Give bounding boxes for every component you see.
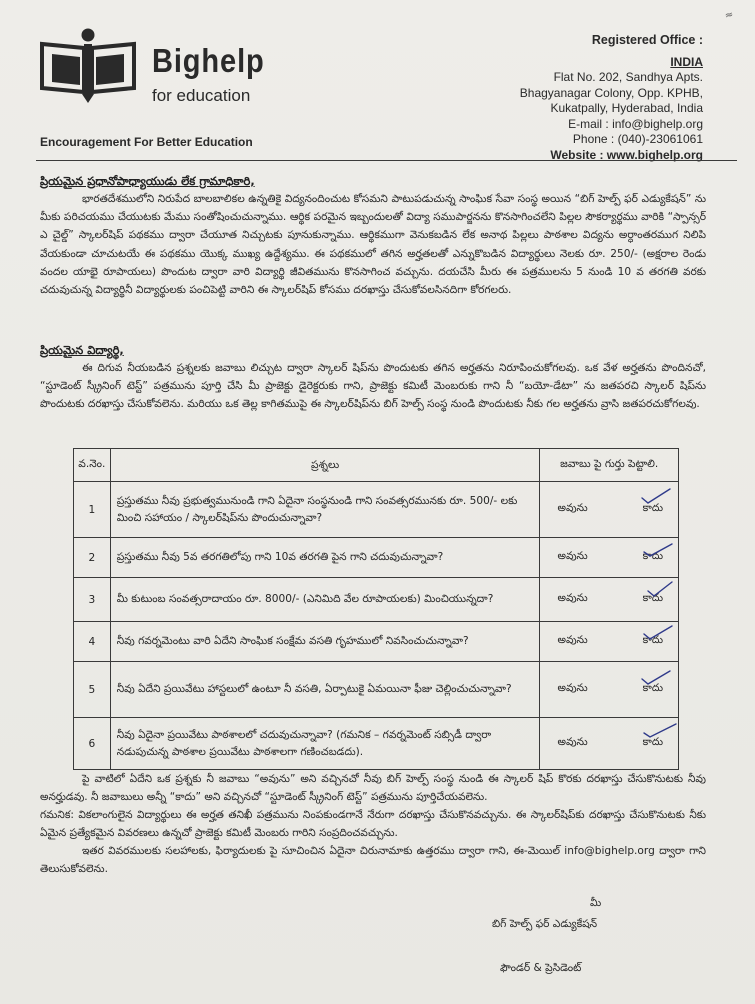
corner-mark: ≈ <box>723 9 735 22</box>
paragraph-eligibility-result <box>40 770 706 806</box>
row-number: 6 <box>74 718 111 770</box>
website-line: Website : www.bighelp.org <box>550 147 703 162</box>
table-row <box>74 622 679 662</box>
answer-yes-option[interactable]: అవును <box>557 502 588 514</box>
answer-yes-option[interactable]: అవును <box>557 682 588 694</box>
address-line-1: Flat No. 202, Sandhya Apts. <box>553 70 703 84</box>
row-number: 4 <box>74 622 111 662</box>
answer-yes-option[interactable]: అవును <box>557 634 588 646</box>
table-row <box>74 578 679 622</box>
answer-no-option[interactable]: కాదు <box>642 736 663 748</box>
row-number: 2 <box>74 538 111 578</box>
brand-name: Bighelp <box>152 42 265 79</box>
checkmark-icon <box>640 540 676 560</box>
answer-yes-option[interactable]: అవును <box>557 550 588 562</box>
row-answer-cell <box>540 662 679 718</box>
row-question: మీ కుటుంబ సంవత్సరాదాయం రూ. 8000/- (ఎనిమిది వేల రూపాయలకు) మించియున్నదా? <box>110 578 540 622</box>
row-question: నీవు ఏదేని ప్రయివేటు హాస్టలులో ఉంటూ నీ వసతి, ఏర్పాటుకై ఏమయినా ఫీజు చెల్లించుచున్నావా? <box>110 662 540 718</box>
table-header-row <box>74 449 679 482</box>
eligibility-questions-table <box>73 448 679 770</box>
paragraph-introduction <box>40 190 706 299</box>
phone-line: Phone : (040)-23061061 <box>572 132 703 146</box>
row-question: ప్రస్తుతము నీవు ప్రభుత్వమునుండి గాని ఏదైనా సంస్థనుండి గాని సంవత్సరమునకు రూ. 500/- లకు మించి సహాయం / స్కాలర్‌షిప్‌ను పొందుచున్నావా? <box>110 482 540 538</box>
col-header-serial: వ.నెం. <box>74 449 111 482</box>
paragraph-student <box>40 359 706 414</box>
header-divider <box>36 160 737 161</box>
answer-no-option[interactable]: కాదు <box>642 592 663 604</box>
answer-no-option[interactable]: కాదు <box>642 682 663 694</box>
answer-no-option[interactable]: కాదు <box>642 634 663 646</box>
office-title: Registered Office : <box>591 33 703 47</box>
registered-office-block <box>520 33 703 163</box>
row-number: 5 <box>74 662 111 718</box>
answer-yes-option[interactable]: అవును <box>557 736 588 748</box>
table-row <box>74 482 679 538</box>
answer-yes-option[interactable]: అవును <box>557 592 588 604</box>
address-line-2: Bhagyanagar Colony, Opp. KPHB, <box>519 85 703 100</box>
signature-organization: బిగ్ హెల్ప్ ఫర్ ఎడ్యుకేషన్ <box>492 918 598 930</box>
table-row <box>74 538 679 578</box>
address-line-3: Kukatpally, Hyderabad, India <box>550 101 703 115</box>
paragraph-student-text: ఈ దిగువ నీయబడిన ప్రశ్నలకు జవాబు లిచ్చుట ద్వారా స్కాలర్ షిప్‌ను పొందుటకు తగిన అర్హతను నిరూపించుకోగలవు. ఒక వేళ అర్హతను పొందినచో, “స్టూడెంట్ స్క్రీనింగ్ టెస్ట్” పత్రమును పూర్తి చేసి మీ ప్రాజెక్టు డైరెక్టరుకు గాని, ప్రాజెక్టు కమిటీ మెంబరుకు గాని నీ “బయో-డేటా” ను జతపరచి స్కాలర్ షిప్‌ను పొందుటకు దరఖాస్తు చేసుకోవలెను. మరియు ఒక తెల్ల కాగితముపై ఈ స్కాలర్‌షిప్‌ను బిగ్ హెల్ప్ సంస్థ నుండి పొందుటకు నీకు గల అర్హతను వ్రాసి జతపరచుకోగలవు. <box>40 362 706 411</box>
checkmark-icon <box>638 486 674 506</box>
row-number: 3 <box>74 578 111 622</box>
signature-title: ఫౌండర్ & ప్రెసిడెంట్ <box>500 962 582 974</box>
checkmark-icon <box>640 721 680 741</box>
col-header-questions: ప్రశ్నలు <box>110 449 540 482</box>
row-answer-cell <box>540 538 679 578</box>
paragraph-note: గమనిక: వికలాంగులైన విద్యార్థులు ఈ అర్హత తనిఖీ పత్రమును నింపకుండగానే నేరుగా దరఖాస్తు చేసుకొనవచ్చును. ఈ స్కాలర్‌షిప్‌కు దరఖాస్తు చేసుకొనుటకు నీకు ఏమైన ప్రత్యేకమైన వివరణలు ఉన్నచో ప్రాజెక్టు కమిటీ మెంబరు గారిని సంప్రదించవచ్చును. <box>40 809 706 840</box>
row-answer-cell <box>540 622 679 662</box>
row-answer-cell <box>540 718 679 770</box>
email-line: E-mail : info@bighelp.org <box>568 116 703 131</box>
salutation-student: ప్రియమైన విద్యార్థి, <box>40 343 124 357</box>
row-number: 1 <box>74 482 111 538</box>
checkmark-icon <box>640 623 676 643</box>
col-header-answer: జవాబు పై గుర్తు పెట్టాలి. <box>540 449 679 482</box>
row-question: ప్రస్తుతము నీవు 5వ తరగతిలోపు గాని 10వ తరగతి పైన గాని చదువుచున్నావా? <box>110 538 540 578</box>
salutation-headmaster: ప్రియమైన ప్రధానోపాధ్యాయుడు లేక గ్రామాధికారి, <box>40 174 255 188</box>
signature-closing: మీ <box>590 897 602 909</box>
table-row <box>74 662 679 718</box>
row-question: నీవు గవర్నమెంటు వారి ఏదేని సాంఘిక సంక్షేమ వసతి గృహములో నివసించుచున్నావా? <box>110 622 540 662</box>
checkmark-icon <box>642 579 678 601</box>
paragraph-eligibility-result-text: పై వాటిలో ఏదేని ఒక ప్రశ్నకు నీ జవాబు “అవును” అని వచ్చినచో నీవు బిగ్ హెల్ప్ సంస్థ నుండి ఈ స్కాలర్ షిప్ కొరకు దరఖాస్తు చేసుకొనుటకు నీవు అనర్హుడవు. నీ జవాబులు అన్నీ “కాదు” అని వచ్చినచో “స్టూడెంట్ స్క్రీనింగ్ టెస్ట్” పత్రమును పూర్తిచేయవలెను. <box>40 773 706 804</box>
row-answer-cell <box>540 482 679 538</box>
paragraph-contact-text: ఇతర వివరములకు సలహాలకు, ఫిర్యాదులకు పై సూచించిన ఏదైనా చిరునామాకు ఉత్తరము ద్వారా గాని, ఈ-మెయిల్ info@bighelp.org ద్వారా గాని తెలుసుకోవలెను. <box>40 845 706 876</box>
row-answer-cell <box>540 578 679 622</box>
tagline: Encouragement For Better Education <box>40 135 253 149</box>
paragraph-introduction-text: భారతదేశములోని నిరుపేద బాలబాలికల ఉన్నతికై విద్యనందించుట కోసమని పాటుపడుచున్న సాంఘిక సేవా సంస్థ అయిన “బిగ్ హెల్ప్ ఫర్ ఎడ్యుకేషన్” ను మీకు పరిచయము చేయుటకు మేము సంతోషించుచున్నాము. ఆర్థిక పరమైన ఇబ్బందులతో విద్యా సముపార్జనను కొనసాగించలేని పిల్లల సౌకర్యార్థము వారికి “స్పాన్సర్ ఎ చైల్డ్” స్కాలర్‌షిప్ పథకము ద్వారా చేయూత నిచ్చుటకు పూనుకున్నాము. ఆర్థికముగా వెనుకబడిన లేక అనాథ పిల్లలు పాఠశాల విద్యను అర్ధాంతరముగ నిలిపి వేయకుండా చూచుటయే ఈ పథకము యొక్క ముఖ్య ఉద్దేశ్యము. ఈ పథకములో తగిన అర్హతలతో ఎన్నుకొబడిన విద్యార్థులు నెలకు రూ. 250/- (అక్షరాల రెండు వందల యాభై రూపాయలు) పొందుట ద్వారా వారి విద్యార్థి జీవితమును కొనసాగించ వచ్చును. దయచేసి మీరు ఈ పత్రములను 5 నుండి 10 వ తరగతి వరకు చదువుచున్న విద్యార్థినీ విద్యార్థులకు పంచిపెట్టి వారిని ఈ స్కాలర్‌షిప్ కోసము దరఖాస్తు చేసుకోవలసినదిగా కోరగలరు. <box>40 193 706 297</box>
office-country: INDIA <box>670 54 703 69</box>
table-row <box>74 718 679 770</box>
bighelp-book-logo <box>38 26 138 104</box>
row-question: నీవు ఏదైనా ప్రయివేటు పాఠశాలలో చదువుచున్నావా? (గమనిక – గవర్నమెంట్ సబ్సిడీ ద్వారా నడుపుచున్న పాఠశాల ప్రయివేటు పాఠశాలగా గణించబడదు). <box>110 718 540 770</box>
paragraph-contact <box>40 842 706 878</box>
brand-subtitle: for education <box>152 86 251 105</box>
answer-no-option[interactable]: కాదు <box>642 502 663 514</box>
checkmark-icon <box>638 668 674 688</box>
answer-no-option[interactable]: కాదు <box>642 550 663 562</box>
